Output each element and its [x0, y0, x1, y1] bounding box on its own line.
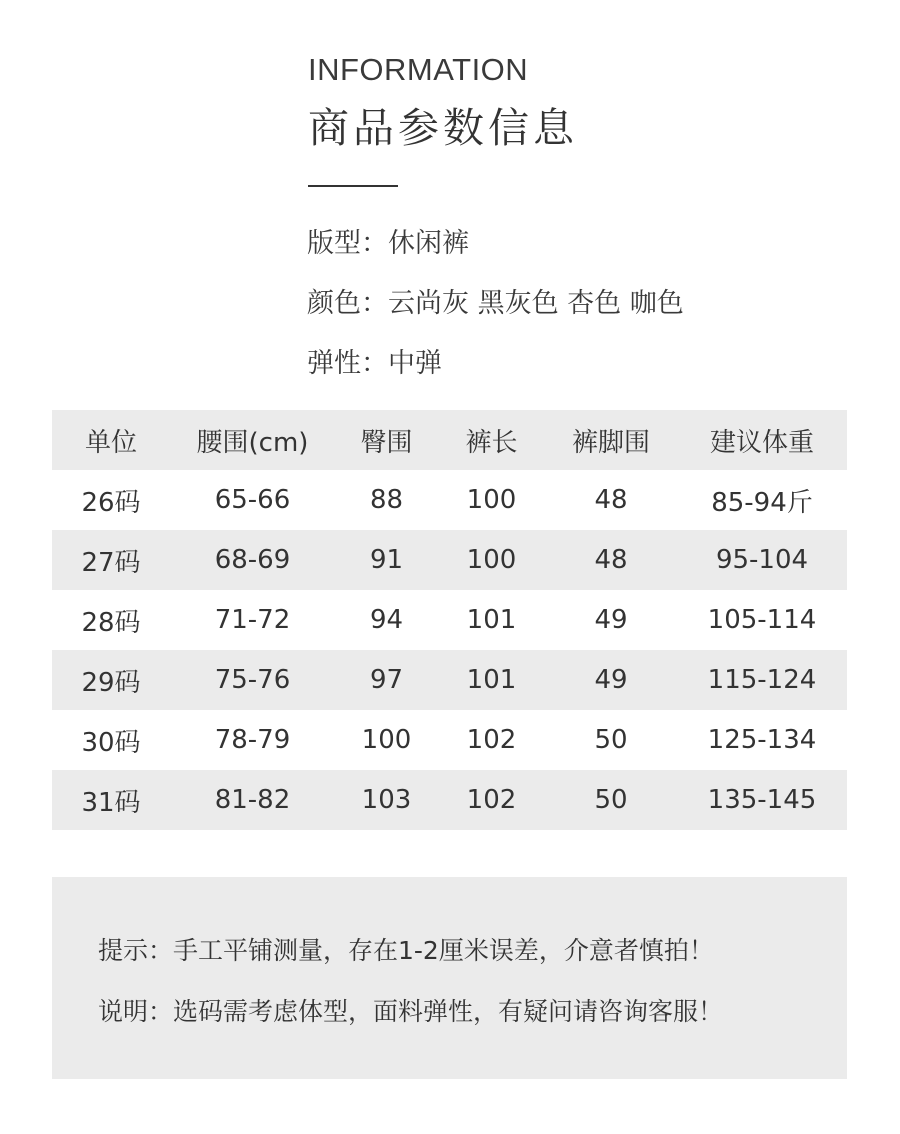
table-cell: 88 — [369, 485, 404, 515]
attribute-value: 休闲裤 — [388, 228, 469, 259]
table-cell: 102 — [438, 770, 545, 830]
table-cell: 97 — [335, 650, 438, 710]
table-cell: 78-79 — [214, 725, 291, 755]
table-cell: 50 — [545, 770, 677, 830]
table-cell: 101 — [438, 650, 545, 710]
attribute-value: 中弹 — [388, 348, 442, 379]
table-cell: 68-69 — [170, 530, 335, 590]
table-cell: 85-94斤 — [711, 487, 813, 518]
sizing-explanation: 说明：选码需考虑体型，面料弹性，有疑问请咨询客服！ — [98, 997, 724, 1026]
table-row — [52, 650, 847, 710]
table-row — [52, 470, 847, 530]
table-cell: 49 — [545, 650, 677, 710]
column-header: 单位 — [52, 410, 170, 470]
table-row — [52, 770, 847, 830]
table-cell: 91 — [335, 530, 438, 590]
measurement-tip: 提示：手工平铺测量，存在1-2厘米误差，介意者慎拍！ — [98, 936, 714, 965]
table-cell: 31码 — [52, 770, 170, 830]
attribute-value: 云尚灰 黑灰色 杏色 咖色 — [388, 288, 684, 319]
attribute-label: 颜色： — [307, 288, 388, 319]
table-cell: 95-104 — [677, 530, 847, 590]
page-title: 商品参数信息 — [308, 104, 578, 152]
table-cell: 28码 — [81, 607, 141, 638]
table-cell: 50 — [594, 725, 628, 755]
attribute-label: 弹性： — [307, 348, 388, 379]
column-header: 臀围 — [335, 410, 438, 470]
table-cell: 115-124 — [677, 650, 847, 710]
table-cell: 48 — [594, 485, 628, 515]
table-cell: 102 — [466, 725, 517, 755]
table-row — [52, 530, 847, 590]
table-row — [52, 590, 847, 650]
column-header: 裤脚围 — [545, 410, 677, 470]
table-cell: 75-76 — [170, 650, 335, 710]
attribute-elasticity — [307, 334, 684, 394]
product-attributes — [307, 214, 684, 394]
table-cell: 100 — [438, 530, 545, 590]
eyebrow-title: INFORMATION — [308, 52, 529, 87]
column-header: 裤长 — [438, 410, 545, 470]
table-cell: 71-72 — [214, 605, 291, 635]
table-header-row — [52, 410, 847, 470]
table-cell: 30码 — [81, 727, 141, 758]
table-cell: 49 — [594, 605, 628, 635]
table-cell: 48 — [545, 530, 677, 590]
table-cell: 29码 — [52, 650, 170, 710]
table-cell: 100 — [466, 485, 517, 515]
title-divider — [308, 185, 398, 187]
table-cell: 105-114 — [707, 605, 817, 635]
table-cell: 94 — [369, 605, 404, 635]
table-cell: 135-145 — [677, 770, 847, 830]
size-table — [52, 410, 847, 830]
notes-panel — [52, 877, 847, 1079]
section-header — [308, 50, 578, 154]
attribute-color — [307, 274, 684, 334]
table-cell: 26码 — [81, 487, 141, 518]
table-cell: 27码 — [52, 530, 170, 590]
attribute-fit — [307, 214, 684, 274]
table-cell: 100 — [361, 725, 412, 755]
attribute-label: 版型： — [307, 228, 388, 259]
table-cell: 103 — [335, 770, 438, 830]
column-header: 建议体重 — [677, 410, 847, 470]
table-cell: 81-82 — [170, 770, 335, 830]
table-row — [52, 710, 847, 770]
table-cell: 65-66 — [214, 485, 291, 515]
column-header: 腰围(cm) — [170, 410, 335, 470]
table-cell: 125-134 — [707, 725, 817, 755]
table-cell: 101 — [466, 605, 517, 635]
